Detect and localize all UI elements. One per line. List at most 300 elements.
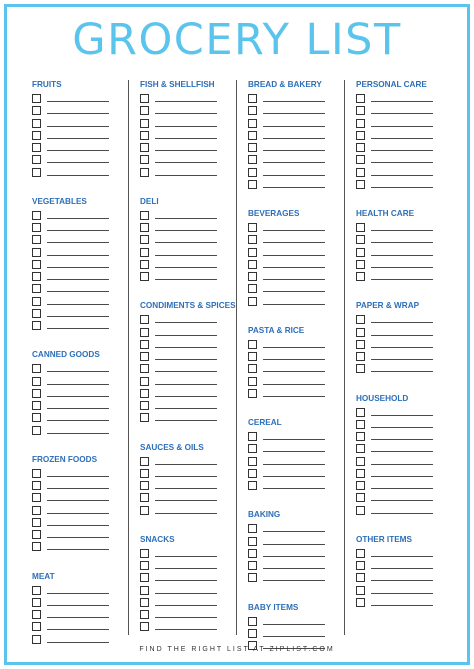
checkbox[interactable] [248,94,257,103]
write-in-line[interactable] [155,464,217,465]
checkbox[interactable] [32,260,41,269]
write-in-line[interactable] [263,230,325,231]
write-in-line[interactable] [47,433,109,434]
checkbox[interactable] [32,155,41,164]
write-in-line[interactable] [47,420,109,421]
write-in-line[interactable] [155,175,217,176]
section [140,301,236,424]
write-in-line[interactable] [263,187,325,188]
checkbox[interactable] [356,420,365,429]
checkbox[interactable] [32,94,41,103]
checkbox[interactable] [356,328,365,337]
checkbox[interactable] [140,223,149,232]
checkbox[interactable] [32,119,41,128]
section-heading: FROZEN FOODS [32,454,98,464]
write-in-line[interactable] [263,384,325,385]
write-in-line[interactable] [47,476,109,477]
write-in-line[interactable] [371,415,433,416]
write-in-line[interactable] [371,371,433,372]
checkbox[interactable] [140,155,149,164]
checkbox[interactable] [140,401,149,410]
checkbox[interactable] [32,284,41,293]
write-in-line[interactable] [47,500,109,501]
list-item [140,327,236,339]
write-in-line[interactable] [371,101,433,102]
write-in-line[interactable] [47,150,109,151]
checkbox[interactable] [248,537,257,546]
write-in-line[interactable] [263,464,325,465]
checkbox[interactable] [248,180,257,189]
checkbox[interactable] [32,309,41,318]
write-in-line[interactable] [263,624,325,625]
write-in-line[interactable] [371,500,433,501]
checkbox[interactable] [248,106,257,115]
column-3 [248,80,344,652]
write-in-line[interactable] [371,513,433,514]
write-in-line[interactable] [263,359,325,360]
section [32,197,128,333]
write-in-line[interactable] [155,218,217,219]
checkbox[interactable] [248,131,257,140]
checkbox[interactable] [140,340,149,349]
write-in-line[interactable] [155,420,217,421]
write-in-line[interactable] [263,568,325,569]
checkbox[interactable] [32,389,41,398]
write-in-line[interactable] [371,427,433,428]
list-item [356,314,452,326]
checkbox[interactable] [248,573,257,582]
checkbox[interactable] [248,284,257,293]
checkbox[interactable] [248,481,257,490]
write-in-line[interactable] [155,150,217,151]
checkbox[interactable] [356,272,365,281]
checkbox[interactable] [32,143,41,152]
checkbox[interactable] [32,635,41,644]
write-in-line[interactable] [47,255,109,256]
write-in-line[interactable] [155,126,217,127]
write-in-line[interactable] [371,593,433,594]
checkbox[interactable] [248,457,257,466]
write-in-line[interactable] [263,439,325,440]
checkbox[interactable] [140,586,149,595]
checkbox[interactable] [248,469,257,478]
write-in-line[interactable] [47,291,109,292]
write-in-line[interactable] [155,384,217,385]
write-in-line[interactable] [371,580,433,581]
write-in-line[interactable] [371,556,433,557]
checkbox[interactable] [32,235,41,244]
write-in-line[interactable] [371,126,433,127]
write-in-line[interactable] [263,242,325,243]
checkbox[interactable] [140,260,149,269]
checkbox[interactable] [248,297,257,306]
checkbox[interactable] [32,297,41,306]
checkbox[interactable] [32,272,41,281]
checkbox[interactable] [248,168,257,177]
item-list [32,210,128,333]
checkbox[interactable] [32,622,41,631]
write-in-line[interactable] [263,636,325,637]
write-in-line[interactable] [371,347,433,348]
write-in-line[interactable] [155,568,217,569]
write-in-line[interactable] [263,291,325,292]
write-in-line[interactable] [47,384,109,385]
write-in-line[interactable] [47,605,109,606]
write-in-line[interactable] [47,549,109,550]
checkbox[interactable] [356,223,365,232]
checkbox[interactable] [32,413,41,422]
write-in-line[interactable] [263,531,325,532]
checkbox[interactable] [140,235,149,244]
write-in-line[interactable] [155,617,217,618]
checkbox[interactable] [140,389,149,398]
write-in-line[interactable] [263,162,325,163]
write-in-line[interactable] [155,593,217,594]
write-in-line[interactable] [47,328,109,329]
write-in-line[interactable] [47,101,109,102]
write-in-line[interactable] [263,488,325,489]
write-in-line[interactable] [47,218,109,219]
list-item [32,234,128,246]
checkbox[interactable] [140,622,149,631]
checkbox[interactable] [248,272,257,281]
write-in-line[interactable] [263,396,325,397]
checkbox[interactable] [248,248,257,257]
write-in-line[interactable] [371,279,433,280]
write-in-line[interactable] [155,396,217,397]
write-in-line[interactable] [263,126,325,127]
checkbox[interactable] [356,408,365,417]
write-in-line[interactable] [371,335,433,336]
checkbox[interactable] [356,106,365,115]
write-in-line[interactable] [155,629,217,630]
checkbox[interactable] [32,481,41,490]
write-in-line[interactable] [263,580,325,581]
checkbox[interactable] [356,155,365,164]
write-in-line[interactable] [155,476,217,477]
checkbox[interactable] [356,180,365,189]
section-heading: BAKING [248,510,281,520]
write-in-line[interactable] [263,556,325,557]
checkbox[interactable] [32,426,41,435]
write-in-line[interactable] [155,101,217,102]
checkbox[interactable] [32,168,41,177]
checkbox[interactable] [140,168,149,177]
write-in-line[interactable] [371,488,433,489]
write-in-line[interactable] [263,267,325,268]
checkbox[interactable] [356,586,365,595]
write-in-line[interactable] [155,267,217,268]
list-item [32,541,128,553]
checkbox[interactable] [32,321,41,330]
checkbox[interactable] [140,413,149,422]
list-item [248,363,344,375]
write-in-line[interactable] [47,304,109,305]
checkbox[interactable] [140,119,149,128]
write-in-line[interactable] [263,371,325,372]
write-in-line[interactable] [47,537,109,538]
write-in-line[interactable] [155,162,217,163]
checkbox[interactable] [356,573,365,582]
checkbox[interactable] [32,493,41,502]
write-in-line[interactable] [371,359,433,360]
checkbox[interactable] [356,143,365,152]
checkbox[interactable] [140,457,149,466]
checkbox[interactable] [140,364,149,373]
write-in-line[interactable] [47,642,109,643]
section [356,535,452,609]
checkbox[interactable] [356,235,365,244]
write-in-line[interactable] [155,556,217,557]
checkbox[interactable] [32,469,41,478]
checkbox[interactable] [140,377,149,386]
write-in-line[interactable] [371,113,433,114]
checkbox[interactable] [356,432,365,441]
checkbox[interactable] [32,518,41,527]
checkbox[interactable] [356,457,365,466]
checkbox[interactable] [32,610,41,619]
checkbox[interactable] [32,506,41,515]
write-in-line[interactable] [371,464,433,465]
section-heading: SNACKS [140,534,175,544]
write-in-line[interactable] [371,322,433,323]
checkbox[interactable] [140,352,149,361]
checkbox[interactable] [356,493,365,502]
write-in-line[interactable] [155,580,217,581]
write-in-line[interactable] [263,304,325,305]
checkbox[interactable] [32,542,41,551]
list-item [248,142,344,154]
checkbox[interactable] [248,223,257,232]
column-4 [356,80,452,609]
checkbox[interactable] [248,340,257,349]
write-in-line[interactable] [263,347,325,348]
write-in-line[interactable] [263,451,325,452]
write-in-line[interactable] [47,175,109,176]
write-in-line[interactable] [263,175,325,176]
checkbox[interactable] [248,549,257,558]
write-in-line[interactable] [47,488,109,489]
checkbox[interactable] [32,586,41,595]
checkbox[interactable] [32,364,41,373]
write-in-line[interactable] [47,279,109,280]
write-in-line[interactable] [263,544,325,545]
checkbox[interactable] [248,377,257,386]
checkbox[interactable] [356,119,365,128]
checkbox[interactable] [356,561,365,570]
checkbox[interactable] [248,617,257,626]
write-in-line[interactable] [263,101,325,102]
checkbox[interactable] [356,131,365,140]
write-in-line[interactable] [263,113,325,114]
checkbox[interactable] [32,377,41,386]
write-in-line[interactable] [371,162,433,163]
write-in-line[interactable] [47,267,109,268]
checkbox[interactable] [140,598,149,607]
list-item [32,517,128,529]
list-item [32,597,128,609]
write-in-line[interactable] [155,371,217,372]
write-in-line[interactable] [155,242,217,243]
write-in-line[interactable] [371,605,433,606]
write-in-line[interactable] [47,396,109,397]
checkbox[interactable] [32,401,41,410]
checkbox[interactable] [248,260,257,269]
checkbox[interactable] [356,506,365,515]
checkbox[interactable] [32,248,41,257]
write-in-line[interactable] [155,513,217,514]
checkbox[interactable] [140,211,149,220]
write-in-line[interactable] [155,347,217,348]
section-heading: BABY ITEMS [248,602,299,612]
write-in-line[interactable] [155,408,217,409]
checkbox[interactable] [248,561,257,570]
write-in-line[interactable] [263,255,325,256]
checkbox[interactable] [140,493,149,502]
checkbox[interactable] [140,94,149,103]
checkbox[interactable] [32,223,41,232]
item-list [356,314,452,375]
write-in-line[interactable] [371,230,433,231]
checkbox[interactable] [140,143,149,152]
checkbox[interactable] [140,131,149,140]
checkbox[interactable] [356,94,365,103]
write-in-line[interactable] [155,488,217,489]
write-in-line[interactable] [371,150,433,151]
checkbox[interactable] [356,168,365,177]
write-in-line[interactable] [263,150,325,151]
checkbox[interactable] [248,444,257,453]
write-in-line[interactable] [155,138,217,139]
write-in-line[interactable] [155,113,217,114]
write-in-line[interactable] [371,439,433,440]
write-in-line[interactable] [371,267,433,268]
checkbox[interactable] [248,364,257,373]
list-item [248,339,344,351]
checkbox[interactable] [140,469,149,478]
checkbox[interactable] [248,119,257,128]
checkbox[interactable] [356,364,365,373]
checkbox[interactable] [356,444,365,453]
write-in-line[interactable] [47,525,109,526]
write-in-line[interactable] [47,162,109,163]
list-item [140,363,236,375]
checkbox[interactable] [140,561,149,570]
checkbox[interactable] [248,389,257,398]
checkbox[interactable] [356,481,365,490]
write-in-line[interactable] [371,451,433,452]
section-heading: DELI [140,196,159,206]
write-in-line[interactable] [155,335,217,336]
section-heading: PERSONAL CARE [356,80,427,89]
write-in-line[interactable] [47,138,109,139]
list-item [32,621,128,633]
checkbox[interactable] [356,469,365,478]
checkbox[interactable] [140,328,149,337]
checkbox[interactable] [32,106,41,115]
checkbox[interactable] [140,106,149,115]
write-in-line[interactable] [47,593,109,594]
write-in-line[interactable] [47,126,109,127]
checkbox[interactable] [140,248,149,257]
checkbox[interactable] [248,524,257,533]
checkbox[interactable] [32,131,41,140]
checkbox[interactable] [140,573,149,582]
write-in-line[interactable] [47,371,109,372]
write-in-line[interactable] [155,279,217,280]
write-in-line[interactable] [371,476,433,477]
write-in-line[interactable] [155,230,217,231]
list-item [248,548,344,560]
checkbox[interactable] [356,598,365,607]
write-in-line[interactable] [155,605,217,606]
write-in-line[interactable] [263,476,325,477]
write-in-line[interactable] [155,359,217,360]
checkbox[interactable] [140,506,149,515]
write-in-line[interactable] [263,138,325,139]
list-item [32,400,128,412]
checkbox[interactable] [32,530,41,539]
checkbox[interactable] [140,481,149,490]
checkbox[interactable] [356,549,365,558]
write-in-line[interactable] [371,175,433,176]
item-list [248,339,344,400]
checkbox[interactable] [356,315,365,324]
write-in-line[interactable] [47,629,109,630]
write-in-line[interactable] [47,113,109,114]
checkbox[interactable] [248,155,257,164]
list-item [356,247,452,259]
write-in-line[interactable] [155,500,217,501]
list-item [356,480,452,492]
checkbox[interactable] [248,629,257,638]
list-item [32,308,128,320]
checkbox[interactable] [140,549,149,558]
write-in-line[interactable] [371,242,433,243]
checkbox[interactable] [356,260,365,269]
write-in-line[interactable] [47,617,109,618]
checkbox[interactable] [140,272,149,281]
checkbox[interactable] [140,315,149,324]
checkbox[interactable] [248,143,257,152]
checkbox[interactable] [32,598,41,607]
write-in-line[interactable] [263,279,325,280]
checkbox[interactable] [248,432,257,441]
checkbox[interactable] [356,248,365,257]
list-item [248,468,344,480]
checkbox[interactable] [248,352,257,361]
checkbox[interactable] [248,235,257,244]
write-in-line[interactable] [155,255,217,256]
checkbox[interactable] [140,610,149,619]
write-in-line[interactable] [155,322,217,323]
write-in-line[interactable] [371,187,433,188]
write-in-line[interactable] [371,255,433,256]
list-item [356,492,452,504]
checkbox[interactable] [356,340,365,349]
checkbox[interactable] [32,211,41,220]
item-list [32,93,128,179]
write-in-line[interactable] [47,230,109,231]
checkbox[interactable] [356,352,365,361]
write-in-line[interactable] [47,408,109,409]
write-in-line[interactable] [47,316,109,317]
write-in-line[interactable] [47,513,109,514]
write-in-line[interactable] [47,242,109,243]
list-item [32,412,128,424]
write-in-line[interactable] [371,138,433,139]
write-in-line[interactable] [371,568,433,569]
